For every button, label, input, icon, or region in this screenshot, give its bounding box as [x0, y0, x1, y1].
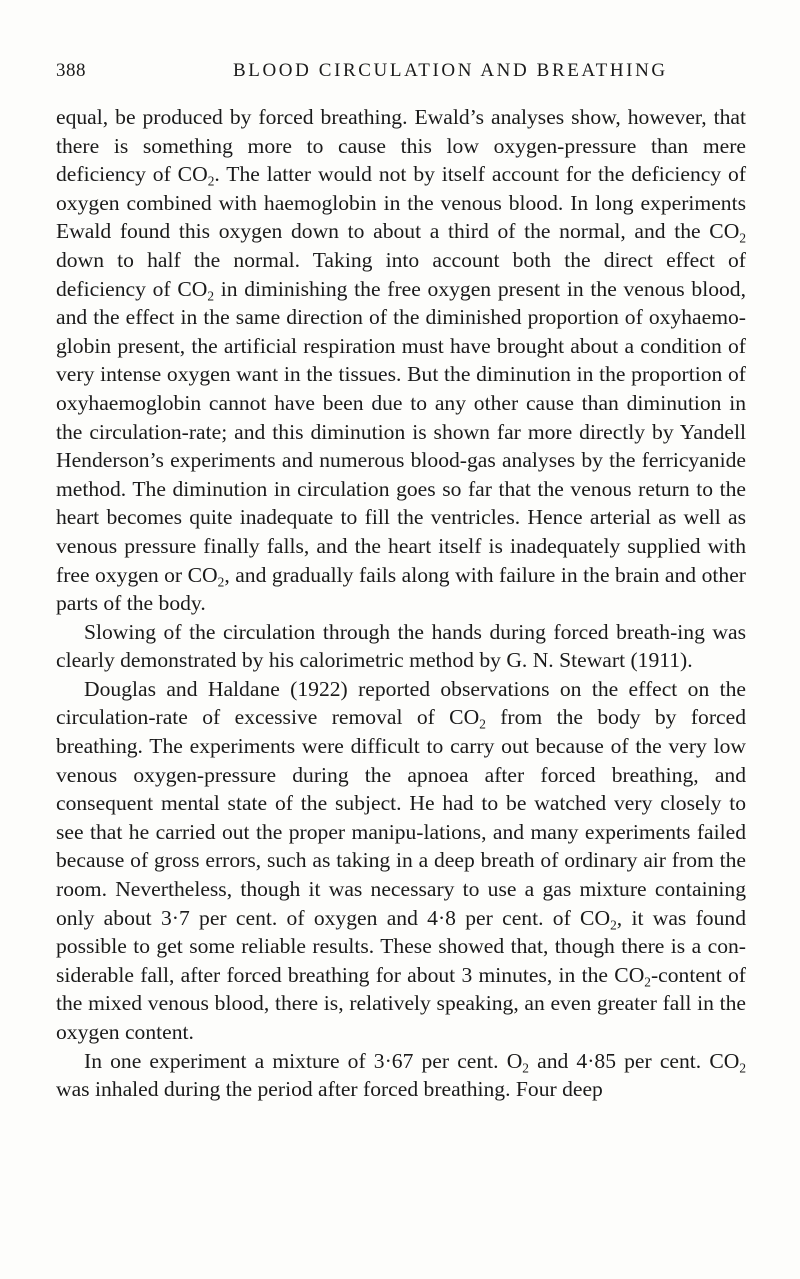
page-header [56, 60, 746, 90]
paragraph-4: In one experiment a mixture of 3·67 per cent. $O_2$ and 4·85 per cent. $CO_2$ was inhaled during the period after forced breathing. Four deep [56, 1048, 747, 1102]
paragraph-1: equal, be produced by forced breathing. Ewald’s analyses show, however, that there is something more to cause this low oxygen-pressure than mere deficiency of $CO_2$. The latter would not by itself account for the deficiency of oxygen combined with haemoglobin in the venous blood. In long experiments Ewald found this oxygen down to about a third of the normal, and the $CO_2$ down to half the normal. Taking into account both the direct effect of deficiency of $CO_2$ in diminishing the free oxygen present in the venous blood, and the effect in the same direction of the diminished proportion of oxyhaemo-globin present, the artificial respiration must have brought about a condition of very intense oxygen want in the tissues. But the diminution in the proportion of oxyhaemoglobin cannot have been due to any other cause than diminution in the circulation-rate; and this diminution is shown far more directly by Yandell Henderson’s experiments and numerous blood-gas analyses by the ferricyanide method. The diminution in circulation goes so far that the venous return to the heart becomes quite inadequate to fill the ventricles. Hence arterial as well as venous pressure finally falls, and the heart itself is inadequately supplied with free oxygen or $CO_2$, and gradually fails along with failure in the brain and other parts of the body. [56, 105, 747, 616]
running-head: BLOOD CIRCULATION AND BREATHING [233, 60, 668, 81]
paragraph-2: Slowing of the circulation through the hands during forced breath-ing was clearly demonstrated by his calorimetric method by G. N. Stewart (1911). [56, 619, 746, 673]
body-text [56, 103, 746, 1104]
page-number: 388 [56, 60, 86, 81]
paragraph-3: Douglas and Haldane (1922) reported observations on the effect on the circulation-rate of excessive removal of $CO_2$ from the body by forced breathing. The experiments were difficult to carry out because of the very low venous oxygen-pressure during the apnoea after forced breathing, and consequent mental state of the subject. He had to be watched very closely to see that he carried out the proper manipu-lations, and many experiments failed because of gross errors, such as taking in a deep breath of ordinary air from the room. Nevertheless, though it was necessary to use a gas mixture containing only about 3·7 per cent. of oxygen and 4·8 per cent. of $CO_2$, it was found possible to get some reliable results. These showed that, though there is a con-siderable fall, after forced breathing for about 3 minutes, in the $CO_2$-content of the mixed venous blood, there is, relatively speaking, an even greater fall in the oxygen content. [56, 676, 746, 1044]
